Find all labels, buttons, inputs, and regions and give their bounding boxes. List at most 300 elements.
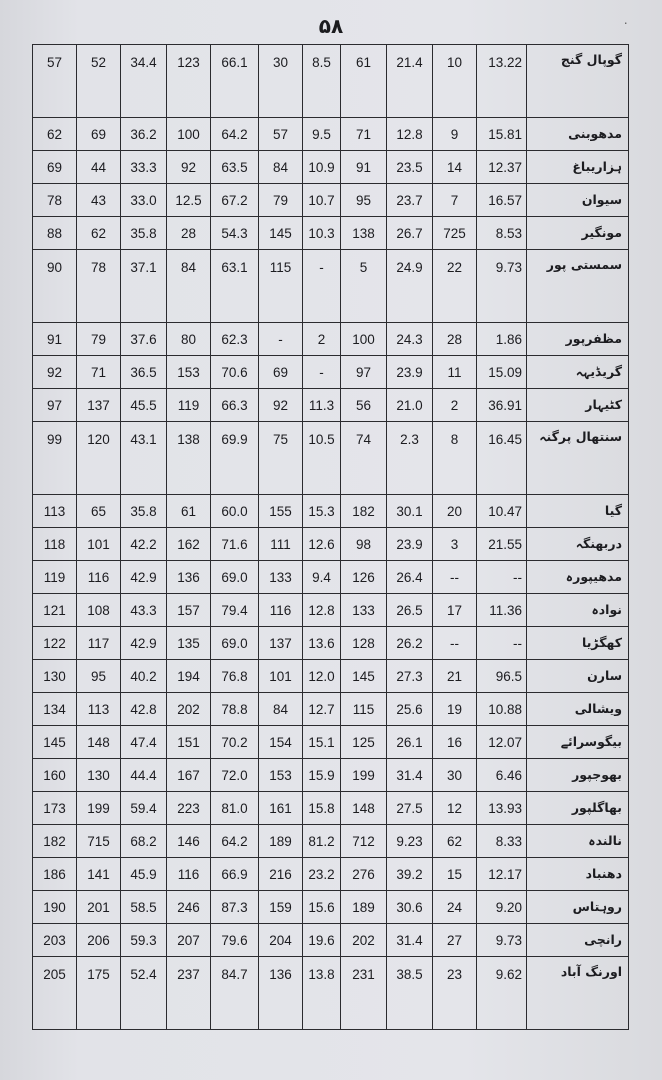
table-cell: 27.5 xyxy=(387,792,433,825)
table-cell: 42.9 xyxy=(121,627,167,660)
district-name: مدھیپورہ xyxy=(527,561,629,594)
table-cell: 8.33 xyxy=(477,825,527,858)
table-cell: 15.1 xyxy=(303,726,341,759)
table-cell: 28 xyxy=(433,323,477,356)
table-cell: 138 xyxy=(341,217,387,250)
table-cell: 14 xyxy=(433,151,477,184)
table-cell: 26.2 xyxy=(387,627,433,660)
table-cell: 203 xyxy=(33,924,77,957)
table-cell: 81.2 xyxy=(303,825,341,858)
table-cell: 92 xyxy=(167,151,211,184)
table-cell: 26.5 xyxy=(387,594,433,627)
table-cell: 136 xyxy=(167,561,211,594)
table-cell: - xyxy=(303,250,341,323)
table-cell: 15.6 xyxy=(303,891,341,924)
table-cell: 64.2 xyxy=(211,118,259,151)
table-cell: 155 xyxy=(259,495,303,528)
table-cell: 10.9 xyxy=(303,151,341,184)
table-cell: 725 xyxy=(433,217,477,250)
table-cell: 123 xyxy=(167,45,211,118)
table-cell: 11.3 xyxy=(303,389,341,422)
table-row xyxy=(33,627,629,660)
table-cell: 12.37 xyxy=(477,151,527,184)
table-row xyxy=(33,356,629,389)
table-cell: 9.73 xyxy=(477,924,527,957)
table-cell: 30 xyxy=(433,759,477,792)
table-cell: 12.07 xyxy=(477,726,527,759)
table-cell: 1.86 xyxy=(477,323,527,356)
table-row xyxy=(33,726,629,759)
table-cell: 182 xyxy=(33,825,77,858)
table-cell: 33.3 xyxy=(121,151,167,184)
table-cell: 61 xyxy=(341,45,387,118)
table-cell: 70.6 xyxy=(211,356,259,389)
table-cell: 130 xyxy=(77,759,121,792)
table-cell: 26.1 xyxy=(387,726,433,759)
table-cell: 12.0 xyxy=(303,660,341,693)
table-cell: 79.4 xyxy=(211,594,259,627)
table-row xyxy=(33,924,629,957)
table-cell: 30.1 xyxy=(387,495,433,528)
table-cell: 120 xyxy=(77,422,121,495)
table-cell: 84 xyxy=(259,693,303,726)
table-cell: 5 xyxy=(341,250,387,323)
table-cell: 13.93 xyxy=(477,792,527,825)
table-cell: 78 xyxy=(77,250,121,323)
table-cell: 21.0 xyxy=(387,389,433,422)
table-cell: 13.22 xyxy=(477,45,527,118)
table-cell: 12.8 xyxy=(303,594,341,627)
table-cell: 115 xyxy=(341,693,387,726)
table-row xyxy=(33,422,629,495)
table-cell: 62 xyxy=(33,118,77,151)
table-cell: 91 xyxy=(33,323,77,356)
table-cell: 116 xyxy=(259,594,303,627)
table-cell: 712 xyxy=(341,825,387,858)
district-name: سارن xyxy=(527,660,629,693)
district-name: ہزاریباغ xyxy=(527,151,629,184)
table-cell: -- xyxy=(433,561,477,594)
table-cell: 9.20 xyxy=(477,891,527,924)
table-cell: 2 xyxy=(303,323,341,356)
table-cell: 22 xyxy=(433,250,477,323)
table-cell: 137 xyxy=(259,627,303,660)
table-cell: 26.7 xyxy=(387,217,433,250)
table-cell: 113 xyxy=(77,693,121,726)
table-cell: 11.36 xyxy=(477,594,527,627)
table-cell: 121 xyxy=(33,594,77,627)
table-cell: 59.3 xyxy=(121,924,167,957)
table-cell: 78 xyxy=(33,184,77,217)
table-cell: 13.8 xyxy=(303,957,341,1030)
table-cell: 99 xyxy=(33,422,77,495)
table-cell: 24 xyxy=(433,891,477,924)
district-name: مظفرپور xyxy=(527,323,629,356)
table-cell: 7 xyxy=(433,184,477,217)
district-name: بیگوسرائے xyxy=(527,726,629,759)
table-cell: 64.2 xyxy=(211,825,259,858)
table-cell: 153 xyxy=(167,356,211,389)
table-cell: 43 xyxy=(77,184,121,217)
table-cell: 61 xyxy=(167,495,211,528)
table-cell: 12.7 xyxy=(303,693,341,726)
table-cell: 190 xyxy=(33,891,77,924)
table-cell: 10 xyxy=(433,45,477,118)
table-cell: 100 xyxy=(341,323,387,356)
table-cell: 101 xyxy=(259,660,303,693)
table-cell: 27 xyxy=(433,924,477,957)
table-cell: 276 xyxy=(341,858,387,891)
table-cell: 23.9 xyxy=(387,528,433,561)
table-cell: 65 xyxy=(77,495,121,528)
table-cell: 97 xyxy=(341,356,387,389)
district-name: مدھوبنی xyxy=(527,118,629,151)
table-cell: 42.9 xyxy=(121,561,167,594)
table-cell: 145 xyxy=(341,660,387,693)
table-cell: 113 xyxy=(33,495,77,528)
table-cell: 141 xyxy=(77,858,121,891)
page-number: ۵۸ xyxy=(318,14,344,38)
table-cell: 204 xyxy=(259,924,303,957)
table-cell: 69.0 xyxy=(211,627,259,660)
district-name: بھاگلپور xyxy=(527,792,629,825)
table-cell: 3 xyxy=(433,528,477,561)
table-cell: 62.3 xyxy=(211,323,259,356)
table-cell: 21 xyxy=(433,660,477,693)
table-cell: 78.8 xyxy=(211,693,259,726)
table-row xyxy=(33,693,629,726)
table-cell: 42.2 xyxy=(121,528,167,561)
table-cell: 10.7 xyxy=(303,184,341,217)
table-cell: 36.2 xyxy=(121,118,167,151)
table-cell: 26.4 xyxy=(387,561,433,594)
table-cell: 15 xyxy=(433,858,477,891)
district-name: رانچی xyxy=(527,924,629,957)
table-cell: 9.73 xyxy=(477,250,527,323)
table-cell: 15.8 xyxy=(303,792,341,825)
table-cell: 37.1 xyxy=(121,250,167,323)
table-cell: 12.5 xyxy=(167,184,211,217)
table-cell: 80 xyxy=(167,323,211,356)
table-cell: 81.0 xyxy=(211,792,259,825)
table-cell: 145 xyxy=(33,726,77,759)
table-cell: 91 xyxy=(341,151,387,184)
table-row xyxy=(33,891,629,924)
table-row xyxy=(33,825,629,858)
table-cell: 31.4 xyxy=(387,924,433,957)
table-row xyxy=(33,118,629,151)
table-cell: 39.2 xyxy=(387,858,433,891)
table-cell: 52 xyxy=(77,45,121,118)
district-name: گیا xyxy=(527,495,629,528)
table-cell: 133 xyxy=(259,561,303,594)
table-cell: 2 xyxy=(433,389,477,422)
table-cell: 122 xyxy=(33,627,77,660)
table-cell: 148 xyxy=(341,792,387,825)
table-cell: 44.4 xyxy=(121,759,167,792)
table-cell: 9.4 xyxy=(303,561,341,594)
table-cell: 186 xyxy=(33,858,77,891)
table-cell: 189 xyxy=(341,891,387,924)
table-cell: 136 xyxy=(259,957,303,1030)
table-cell: 45.5 xyxy=(121,389,167,422)
table-cell: 35.8 xyxy=(121,495,167,528)
table-cell: - xyxy=(259,323,303,356)
table-cell: 72.0 xyxy=(211,759,259,792)
table-cell: 87.3 xyxy=(211,891,259,924)
table-cell: 15.3 xyxy=(303,495,341,528)
table-cell: 59.4 xyxy=(121,792,167,825)
table-cell: 88 xyxy=(33,217,77,250)
table-cell: 10.3 xyxy=(303,217,341,250)
table-cell: 12.17 xyxy=(477,858,527,891)
table-cell: 119 xyxy=(33,561,77,594)
table-cell: 43.1 xyxy=(121,422,167,495)
table-cell: 38.5 xyxy=(387,957,433,1030)
table-cell: 125 xyxy=(341,726,387,759)
table-cell: 68.2 xyxy=(121,825,167,858)
table-cell: 10.47 xyxy=(477,495,527,528)
table-cell: 43.3 xyxy=(121,594,167,627)
table-cell: 134 xyxy=(33,693,77,726)
district-name: سمستی پور xyxy=(527,250,629,323)
table-cell: 11 xyxy=(433,356,477,389)
table-cell: 12.6 xyxy=(303,528,341,561)
table-cell: 28 xyxy=(167,217,211,250)
district-name: دھنباد xyxy=(527,858,629,891)
table-cell: 66.1 xyxy=(211,45,259,118)
table-cell: 75 xyxy=(259,422,303,495)
table-row xyxy=(33,495,629,528)
statistics-table xyxy=(32,44,629,1030)
table-cell: 40.2 xyxy=(121,660,167,693)
table-cell: 161 xyxy=(259,792,303,825)
table-cell: 151 xyxy=(167,726,211,759)
table-cell: 173 xyxy=(33,792,77,825)
table-cell: 205 xyxy=(33,957,77,1030)
table-cell: 12 xyxy=(433,792,477,825)
table-cell: 21.4 xyxy=(387,45,433,118)
table-cell: 23.7 xyxy=(387,184,433,217)
table-cell: 23.5 xyxy=(387,151,433,184)
table-cell: 133 xyxy=(341,594,387,627)
table-cell: 126 xyxy=(341,561,387,594)
table-cell: 15.09 xyxy=(477,356,527,389)
district-name: ویشالی xyxy=(527,693,629,726)
table-cell: 70.2 xyxy=(211,726,259,759)
district-name: دربھنگہ xyxy=(527,528,629,561)
table-row xyxy=(33,528,629,561)
table-cell: 223 xyxy=(167,792,211,825)
table-cell: -- xyxy=(477,627,527,660)
table-cell: 9.23 xyxy=(387,825,433,858)
district-name: نالندہ xyxy=(527,825,629,858)
table-cell: 21.55 xyxy=(477,528,527,561)
table-cell: 153 xyxy=(259,759,303,792)
table-cell: 95 xyxy=(77,660,121,693)
table-row xyxy=(33,250,629,323)
table-cell: 167 xyxy=(167,759,211,792)
table-cell: 12.8 xyxy=(387,118,433,151)
table-cell: 69 xyxy=(259,356,303,389)
table-cell: 206 xyxy=(77,924,121,957)
table-cell: 115 xyxy=(259,250,303,323)
table-cell: - xyxy=(303,356,341,389)
table-cell: 175 xyxy=(77,957,121,1030)
table-cell: 13.6 xyxy=(303,627,341,660)
table-cell: 84 xyxy=(167,250,211,323)
district-name: نوادہ xyxy=(527,594,629,627)
table-cell: 159 xyxy=(259,891,303,924)
table-cell: 216 xyxy=(259,858,303,891)
table-cell: 15.81 xyxy=(477,118,527,151)
table-cell: 97 xyxy=(33,389,77,422)
table-cell: 24.9 xyxy=(387,250,433,323)
table-cell: 116 xyxy=(167,858,211,891)
table-row xyxy=(33,45,629,118)
table-cell: 60.0 xyxy=(211,495,259,528)
table-cell: 37.6 xyxy=(121,323,167,356)
table-cell: 47.4 xyxy=(121,726,167,759)
table-cell: 44 xyxy=(77,151,121,184)
table-cell: 101 xyxy=(77,528,121,561)
table-cell: 17 xyxy=(433,594,477,627)
table-cell: 79 xyxy=(259,184,303,217)
table-cell: 56 xyxy=(341,389,387,422)
table-cell: 9.5 xyxy=(303,118,341,151)
table-cell: 154 xyxy=(259,726,303,759)
table-cell: 16.45 xyxy=(477,422,527,495)
table-cell: 66.3 xyxy=(211,389,259,422)
table-cell: 30 xyxy=(259,45,303,118)
table-cell: 23 xyxy=(433,957,477,1030)
table-cell: 71 xyxy=(341,118,387,151)
table-cell: 62 xyxy=(433,825,477,858)
table-cell: 8.53 xyxy=(477,217,527,250)
table-cell: 189 xyxy=(259,825,303,858)
table-cell: 202 xyxy=(341,924,387,957)
table-cell: 69 xyxy=(77,118,121,151)
table-cell: 9 xyxy=(433,118,477,151)
table-row xyxy=(33,792,629,825)
table-cell: 16.57 xyxy=(477,184,527,217)
table-cell: 715 xyxy=(77,825,121,858)
table-cell: 8.5 xyxy=(303,45,341,118)
table-cell: 66.9 xyxy=(211,858,259,891)
table-cell: 116 xyxy=(77,561,121,594)
table-cell: 10.5 xyxy=(303,422,341,495)
table-row xyxy=(33,217,629,250)
table-row xyxy=(33,151,629,184)
table-cell: -- xyxy=(477,561,527,594)
district-name: روہتاس xyxy=(527,891,629,924)
table-cell: 71.6 xyxy=(211,528,259,561)
table-cell: 62 xyxy=(77,217,121,250)
table-cell: 202 xyxy=(167,693,211,726)
table-cell: 8 xyxy=(433,422,477,495)
table-cell: 108 xyxy=(77,594,121,627)
table-cell: 199 xyxy=(77,792,121,825)
table-cell: 20 xyxy=(433,495,477,528)
table-cell: 69 xyxy=(33,151,77,184)
table-row xyxy=(33,660,629,693)
table-cell: 42.8 xyxy=(121,693,167,726)
table-cell: 31.4 xyxy=(387,759,433,792)
table-cell: 79.6 xyxy=(211,924,259,957)
table-cell: 84.7 xyxy=(211,957,259,1030)
table-cell: 27.3 xyxy=(387,660,433,693)
table-cell: 207 xyxy=(167,924,211,957)
table-cell: 201 xyxy=(77,891,121,924)
table-cell: 111 xyxy=(259,528,303,561)
table-cell: -- xyxy=(433,627,477,660)
table-cell: 10.88 xyxy=(477,693,527,726)
table-cell: 90 xyxy=(33,250,77,323)
table-cell: 67.2 xyxy=(211,184,259,217)
table-cell: 36.91 xyxy=(477,389,527,422)
table-cell: 25.6 xyxy=(387,693,433,726)
table-cell: 69.0 xyxy=(211,561,259,594)
table-cell: 57 xyxy=(33,45,77,118)
table-cell: 130 xyxy=(33,660,77,693)
table-cell: 246 xyxy=(167,891,211,924)
table-cell: 74 xyxy=(341,422,387,495)
table-cell: 63.5 xyxy=(211,151,259,184)
district-name: کھگڑیا xyxy=(527,627,629,660)
table-cell: 9.62 xyxy=(477,957,527,1030)
table-cell: 19 xyxy=(433,693,477,726)
table-row xyxy=(33,561,629,594)
district-name: گوپال گنج xyxy=(527,45,629,118)
table-row xyxy=(33,594,629,627)
table-cell: 95 xyxy=(341,184,387,217)
table-cell: 34.4 xyxy=(121,45,167,118)
paper-speck: · xyxy=(623,14,628,30)
table-cell: 36.5 xyxy=(121,356,167,389)
table-cell: 96.5 xyxy=(477,660,527,693)
table-cell: 19.6 xyxy=(303,924,341,957)
table-cell: 119 xyxy=(167,389,211,422)
table-cell: 138 xyxy=(167,422,211,495)
table-cell: 79 xyxy=(77,323,121,356)
table-cell: 54.3 xyxy=(211,217,259,250)
table-cell: 194 xyxy=(167,660,211,693)
table-cell: 199 xyxy=(341,759,387,792)
district-name: گریڈیہہ xyxy=(527,356,629,389)
table-cell: 76.8 xyxy=(211,660,259,693)
table-cell: 182 xyxy=(341,495,387,528)
table-cell: 145 xyxy=(259,217,303,250)
table-cell: 98 xyxy=(341,528,387,561)
table-cell: 35.8 xyxy=(121,217,167,250)
table-cell: 30.6 xyxy=(387,891,433,924)
table-cell: 137 xyxy=(77,389,121,422)
table-cell: 23.2 xyxy=(303,858,341,891)
district-name: کٹیہار xyxy=(527,389,629,422)
table-cell: 6.46 xyxy=(477,759,527,792)
table-cell: 118 xyxy=(33,528,77,561)
district-name: سیوان xyxy=(527,184,629,217)
table-cell: 135 xyxy=(167,627,211,660)
table-row xyxy=(33,759,629,792)
table-cell: 45.9 xyxy=(121,858,167,891)
table-cell: 57 xyxy=(259,118,303,151)
table-cell: 128 xyxy=(341,627,387,660)
table-cell: 92 xyxy=(33,356,77,389)
table-cell: 63.1 xyxy=(211,250,259,323)
table-cell: 2.3 xyxy=(387,422,433,495)
table-cell: 69.9 xyxy=(211,422,259,495)
